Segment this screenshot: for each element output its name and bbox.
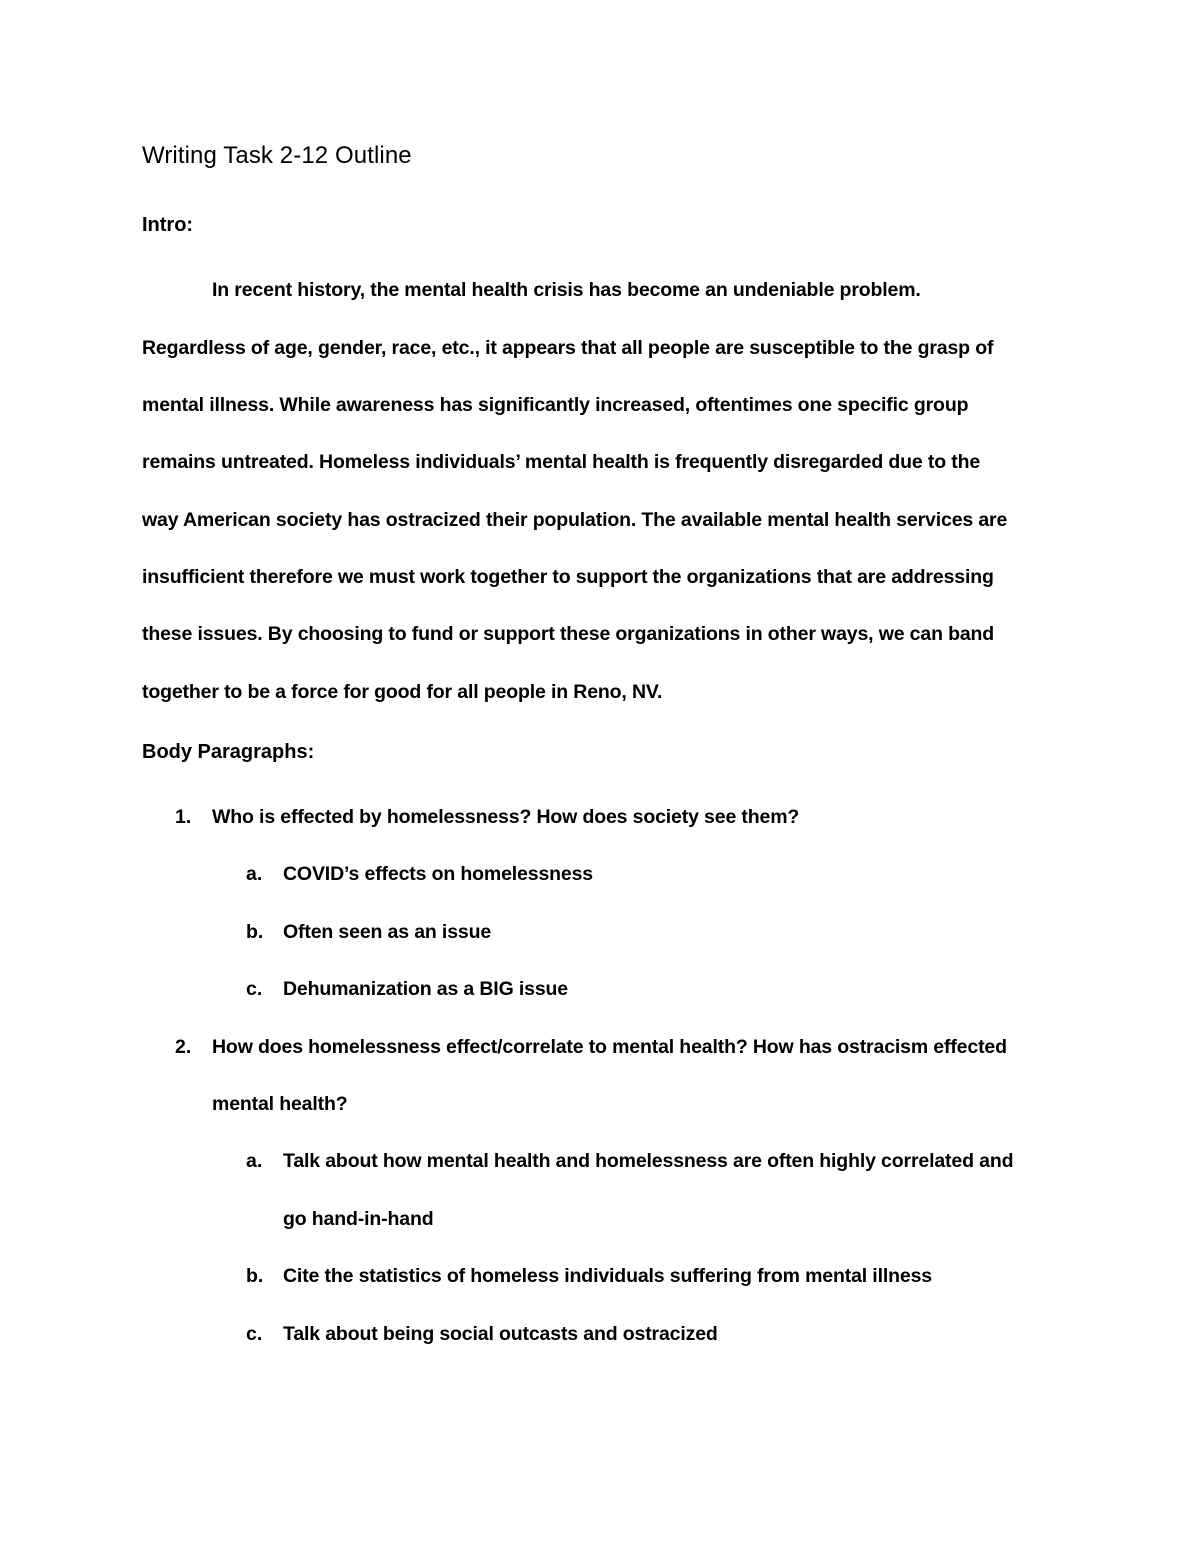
intro-line: Regardless of age, gender, race, etc., it appears that all people are susceptible to the grasp of bbox=[142, 337, 994, 359]
sublist-item: Talk about how mental health and homelessness are often highly correlated and bbox=[283, 1150, 1014, 1172]
intro-line: way American society has ostracized their population. The available mental health services are bbox=[142, 509, 1008, 531]
sublist-marker: b. bbox=[246, 1265, 264, 1287]
sublist-item: Dehumanization as a BIG issue bbox=[283, 978, 568, 1000]
sublist-item: go hand-in-hand bbox=[283, 1208, 434, 1230]
list-marker: 2. bbox=[175, 1036, 192, 1058]
document-title: Writing Task 2-12 Outline bbox=[142, 142, 412, 169]
sublist-item: COVID’s effects on homelessness bbox=[283, 863, 593, 885]
sublist-marker: c. bbox=[246, 978, 263, 1000]
intro-heading: Intro: bbox=[142, 214, 194, 236]
sublist-item: Often seen as an issue bbox=[283, 921, 492, 943]
intro-line: insufficient therefore we must work together to support the organizations that are addressing bbox=[142, 566, 994, 588]
intro-line: remains untreated. Homeless individuals’ mental health is frequently disregarded due to the bbox=[142, 451, 981, 473]
sublist-marker: b. bbox=[246, 921, 264, 943]
list-item: mental health? bbox=[212, 1093, 348, 1115]
intro-line: mental illness. While awareness has significantly increased, oftentimes one specific group bbox=[142, 394, 969, 416]
intro-line: these issues. By choosing to fund or support these organizations in other ways, we can band bbox=[142, 623, 995, 645]
intro-line: together to be a force for good for all people in Reno, NV. bbox=[142, 681, 663, 703]
sublist-marker: c. bbox=[246, 1323, 263, 1345]
sublist-marker: a. bbox=[246, 863, 263, 885]
list-item: How does homelessness effect/correlate to mental health? How has ostracism effected bbox=[212, 1036, 1007, 1058]
sublist-item: Talk about being social outcasts and ostracized bbox=[283, 1323, 718, 1345]
list-marker: 1. bbox=[175, 806, 192, 828]
body-heading: Body Paragraphs: bbox=[142, 741, 315, 763]
intro-line: In recent history, the mental health crisis has become an undeniable problem. bbox=[212, 279, 921, 301]
sublist-marker: a. bbox=[246, 1150, 263, 1172]
sublist-item: Cite the statistics of homeless individuals suffering from mental illness bbox=[283, 1265, 932, 1287]
list-item: Who is effected by homelessness? How does society see them? bbox=[212, 806, 800, 828]
